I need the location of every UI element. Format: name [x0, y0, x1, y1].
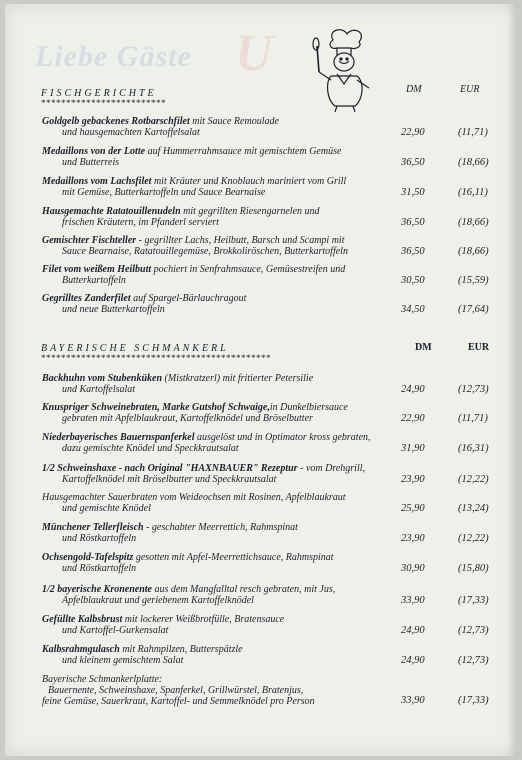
menu-item-description: pochiert in Senfrahmsauce, Gemüsestreifen und [151, 264, 346, 275]
menu-item-line2: mit Gemüse, Butterkartoffeln und Sauce Bearnaise [62, 187, 266, 198]
menu-item-line2: dazu gemischte Knödel und Speckkrautsalat [62, 443, 239, 454]
menu-item-line1 [42, 644, 243, 655]
menu-item-description: gesotten mit Apfel-Meerrettichsauce, Rahmspinat [133, 552, 334, 563]
price-eur: (12,73) [458, 384, 489, 395]
menu-item-line1 [42, 432, 371, 443]
menu-item-line2: und neue Butterkartoffeln [62, 304, 165, 315]
menu-item-line1 [42, 146, 341, 157]
menu-item [42, 116, 388, 138]
menu-item-line2: und Kartoffelsalat [62, 384, 136, 395]
col-header-eur: EUR [468, 342, 490, 353]
price-dm: 33,90 [401, 595, 425, 606]
price-dm: 24,90 [401, 655, 425, 666]
menu-item-description: aus dem Mangfalltal resch gebraten, mit Jus, [152, 584, 336, 595]
menu-item-description: mit gegrillten Riesengarnelen und [180, 206, 320, 217]
menu-item [42, 176, 388, 198]
price-eur: (17,64) [458, 304, 489, 315]
price-dm: 31,50 [401, 187, 425, 198]
menu-item-line1 [42, 463, 365, 474]
price-eur: (15,59) [458, 275, 489, 286]
menu-item-line1 [42, 293, 246, 304]
price-dm: 24,90 [401, 625, 425, 636]
price-eur: (12,73) [458, 625, 489, 636]
price-eur: (18,66) [458, 157, 489, 168]
menu-item-line2: und Kartoffel-Gurkensalat [62, 625, 169, 636]
price-dm: 33,90 [401, 695, 425, 706]
menu-item [42, 235, 388, 257]
menu-item-name: Goldgelb gebackenes Rotbarschfilet [42, 116, 190, 127]
menu-item-line2: gebraten mit Apfelblaukraut, Kartoffelknödel und Bröselbutter [62, 413, 313, 424]
menu-item-name: Medaillons von der Lotte [42, 146, 146, 157]
price-eur: (17,33) [458, 595, 489, 606]
watermark-letter: U [235, 25, 273, 82]
menu-item-line1 [42, 373, 313, 384]
menu-item-line2: und hausgemachten Kartoffelsalat [62, 127, 200, 138]
menu-item [42, 644, 388, 666]
menu-item-name: Hausgemachte Ratatouillenudeln [42, 206, 181, 217]
menu-item-line2: Butterkartoffeln [62, 275, 126, 286]
menu-item-line1 [42, 614, 284, 625]
menu-item [42, 206, 388, 228]
menu-item [42, 264, 388, 286]
menu-item-line2: Bauernente, Schweinshaxe, Spanferkel, Grillwürstel, Bratenjus, [48, 685, 304, 696]
menu-item-description: (Mistkratzerl) mit fritierter Petersilie [162, 373, 314, 384]
menu-item-name: Knuspriger Schweinebraten, Marke Gutshof Schwaige, [42, 402, 270, 413]
menu-item-description: Hausgemachter Sauerbraten vom Weideochsen mit Rosinen, Apfelblaukraut [42, 492, 346, 503]
menu-item-line2: und kleinem gemischtem Salat [62, 655, 184, 666]
menu-item [42, 402, 388, 424]
menu-item-name: Gefüllte Kalbsbrust [42, 614, 123, 625]
menu-item-line1 [42, 176, 346, 187]
menu-item-line2: frischen Kräutern, im Pfanderl serviert [62, 217, 219, 228]
price-dm: 36,50 [401, 157, 425, 168]
section-divider: ********************************************** [41, 353, 271, 363]
menu-item-description: in Dunkelbiersauce [269, 402, 348, 413]
menu-item-description: mit Rahmpilzen, Butterspätzle [119, 644, 243, 655]
menu-item-line1 [42, 552, 334, 563]
price-eur: (13,24) [458, 503, 489, 514]
menu-item-description: mit Kräuter und Knoblauch mariniert vom Grill [151, 176, 347, 187]
menu-item-description: Bayerische Schmankerlplatte: [42, 674, 163, 685]
menu-page [5, 4, 517, 756]
menu-item-line1 [42, 402, 348, 413]
price-dm: 25,90 [401, 503, 425, 514]
menu-item-name: Kalbsrahmgulasch [42, 644, 120, 655]
menu-item-line2: Apfelblaukraut und geriebenem Kartoffelknödel [62, 595, 254, 606]
menu-item [42, 146, 388, 168]
menu-item-line1 [42, 116, 279, 127]
section-title: BAYERISCHE SCHMANKERL [41, 343, 229, 354]
price-eur: (12,22) [458, 474, 489, 485]
price-dm: 31,90 [401, 443, 425, 454]
col-header-dm: DM [415, 342, 432, 353]
price-dm: 22,90 [401, 127, 425, 138]
menu-item-line2: Kartoffelknödel mit Bröselbutter und Speckkrautsalat [62, 474, 277, 485]
menu-item-line2: und Röstkartoffeln [62, 533, 137, 544]
price-dm: 36,50 [401, 217, 425, 228]
price-eur: (12,22) [458, 533, 489, 544]
menu-item [42, 522, 388, 544]
price-dm: 24,90 [401, 384, 425, 395]
menu-item-name: Gemischter Fischteller [42, 235, 137, 246]
price-dm: 30,90 [401, 563, 425, 574]
menu-item-name: Ochsengold-Tafelspitz [42, 552, 134, 563]
chef-illustration [303, 26, 385, 114]
menu-item-description: auf Hummerrahmsauce mit gemischtem Gemüse [145, 146, 342, 157]
menu-item-description: ausgelöst und in Optimator kross gebraten, [194, 432, 371, 443]
menu-item-line1 [42, 584, 335, 595]
menu-item-line3: feine Gemüse, Sauerkraut, Kartoffel- und Semmelknödel pro Person [42, 696, 315, 707]
watermark-text: Liebe Gäste [35, 40, 192, 73]
menu-item-line1 [42, 235, 345, 246]
menu-item [42, 432, 388, 454]
menu-item-line1 [42, 206, 320, 217]
menu-item-description: - geschabter Meerrettich, Rahmspinat [143, 522, 298, 533]
price-eur: (16,11) [458, 187, 488, 198]
price-eur: (12,73) [458, 655, 489, 666]
menu-item-line2: und gemischte Knödel [62, 503, 151, 514]
col-header-dm: DM [406, 84, 422, 95]
menu-item-line1 [42, 492, 346, 503]
menu-item-line2: und Röstkartoffeln [62, 563, 137, 574]
menu-item [42, 674, 388, 707]
menu-item [42, 584, 388, 606]
menu-item [42, 373, 388, 395]
price-eur: (11,71) [458, 413, 488, 424]
menu-item-description: - gegrillter Lachs, Heilbutt, Barsch und Scampi mit [136, 235, 345, 246]
price-eur: (18,66) [458, 246, 489, 257]
menu-item-description: mit lockerer Weißbrotfülle, Bratensauce [122, 614, 285, 625]
menu-item-name: Münchener Tellerfleisch [42, 522, 144, 533]
menu-item-name: 1/2 bayerische Kronenente [42, 584, 152, 595]
menu-item-line2: Sauce Bearnaise, Ratatouillegemüse, Brokkoliröschen, Butterkartoffeln [62, 246, 348, 257]
page-edge-shadow [507, 4, 517, 756]
section-divider: ************************* [41, 98, 166, 108]
menu-item [42, 463, 388, 485]
menu-item [42, 552, 388, 574]
col-header-eur: EUR [460, 84, 480, 95]
price-dm: 30,50 [401, 275, 425, 286]
menu-item [42, 614, 388, 636]
menu-item-name: Medaillons vom Lachsfilet [42, 176, 152, 187]
price-eur: (16,31) [458, 443, 489, 454]
menu-item-description: auf Spargel-Bärlauchragout [130, 293, 247, 304]
menu-item-name: 1/2 Schweinshaxe - nach Original "HAXNBAUER" Rezeptur [42, 463, 298, 474]
menu-item-line2: und Butterreis [62, 157, 120, 168]
price-eur: (17,33) [458, 695, 489, 706]
menu-item-description: - vom Drehgrill, [297, 463, 366, 474]
menu-item-description: mit Sauce Remoulade [189, 116, 279, 127]
menu-item-line1 [42, 264, 345, 275]
menu-item-name: Gegrilltes Zanderfilet [42, 293, 131, 304]
menu-item-line1 [42, 522, 298, 533]
section-title: FISCHGERICHTE [41, 88, 157, 99]
price-dm: 23,90 [401, 533, 425, 544]
menu-item-name: Backhuhn vom Stubenküken [42, 373, 163, 384]
price-eur: (11,71) [458, 127, 488, 138]
menu-item-name: Filet vom weißem Heilbutt [42, 264, 152, 275]
price-eur: (15,80) [458, 563, 489, 574]
price-dm: 23,90 [401, 474, 425, 485]
menu-item-name: Niederbayerisches Bauernspanferkel [42, 432, 195, 443]
menu-item [42, 492, 388, 514]
price-dm: 36,50 [401, 246, 425, 257]
menu-item [42, 293, 388, 315]
menu-item-line1 [42, 674, 162, 685]
price-eur: (18,66) [458, 217, 489, 228]
price-dm: 22,90 [401, 413, 425, 424]
price-dm: 34,50 [401, 304, 425, 315]
